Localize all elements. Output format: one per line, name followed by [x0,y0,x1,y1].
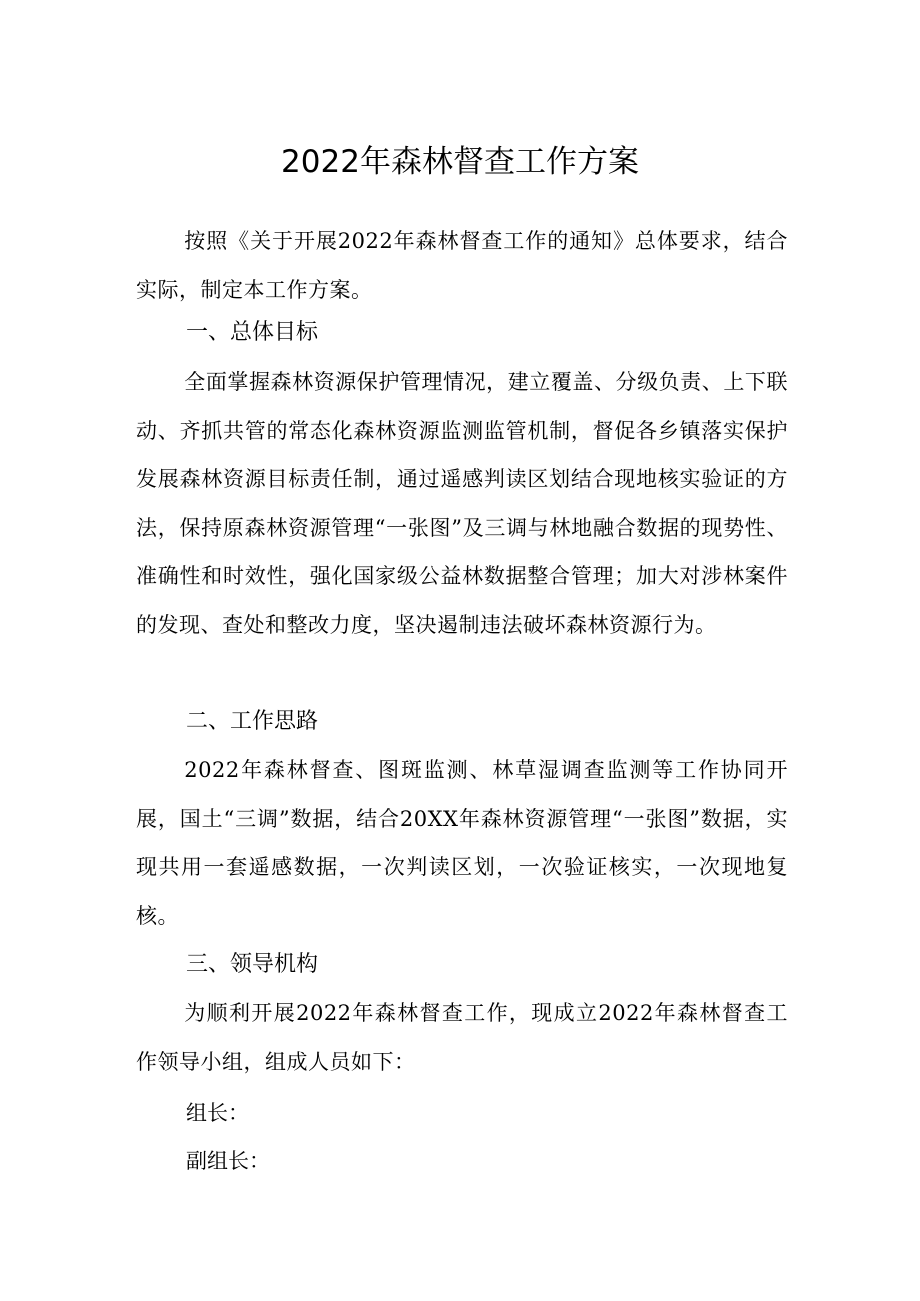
section-paragraph-leadership: 为顺利开展2022年森林督查工作，现成立2022年森林督查工作领导小组，组成人员如下： [136,1001,788,1074]
intro-paragraph: 按照《关于开展2022年森林督查工作的通知》总体要求，结合实际，制定本工作方案。 [136,229,788,302]
section-heading-leadership: 三、领导机构 [186,952,319,977]
section-heading-goals: 一、总体目标 [186,320,319,345]
section-paragraph-approach: 2022年森林督查、图斑监测、林草湿调查监测等工作协同开展，国土“三调”数据，结合20XX年森林资源管理“一张图”数据，实现共用一套遥感数据，一次判读区划，一次验证核实，一次现地复核。 [136,758,788,928]
leader-label: 组长： [186,1101,249,1125]
section-heading-approach: 二、工作思路 [186,709,319,734]
deputy-leader-label: 副组长： [186,1149,270,1173]
section-paragraph-goals: 全面掌握森林资源保护管理情况，建立覆盖、分级负责、上下联动、齐抓共管的常态化森林资源监测监管机制，督促各乡镇落实保护发展森林资源目标责任制，通过遥感判读区划结合现地核实验证的方法，保持原森林资源管理“一张图”及三调与林地融合数据的现势性、准确性和时效性，强化国家级公益林数据整合管理；加大对涉林案件的发现、查处和整改力度，坚决遏制违法破坏森林资源行为。 [136,370,788,637]
document-title: 2022年森林督查工作方案 [281,144,639,180]
